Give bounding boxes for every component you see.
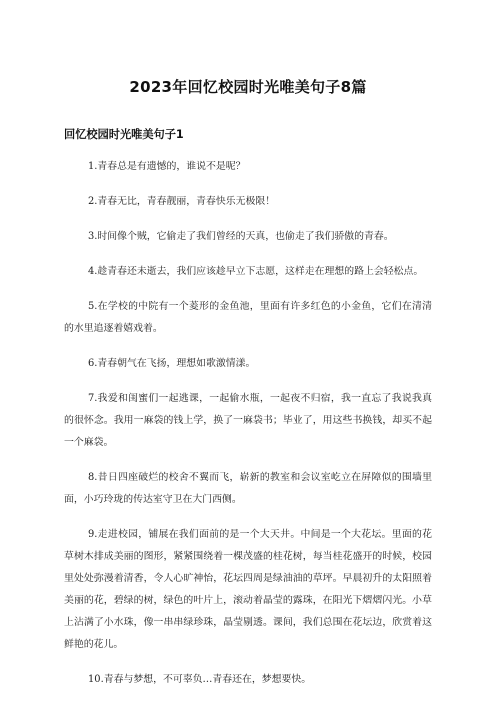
paragraph-5: 5.在学校的中院有一个菱形的金鱼池，里面有许多红色的小金鱼，它们在清清的水里追逐着嬉戏着。: [64, 301, 432, 334]
paragraph-2: 2.青春无比，青春靓丽，青春快乐无极限！: [88, 196, 276, 207]
document-title: 2023年回忆校园时光唯美句子8篇: [129, 78, 367, 96]
paragraph-6: 6.青春朝气在飞扬，理想如歌激情漾。: [88, 358, 256, 369]
section-heading: 回忆校园时光唯美句子1: [64, 128, 184, 141]
paragraph-3: 3.时间像个贼，它偷走了我们曾经的天真，也偷走了我们骄傲的青春。: [88, 231, 394, 242]
paragraph-4: 4.趁青春还未逝去，我们应该趁早立下志愿，这样走在理想的路上会轻松点。: [88, 266, 424, 277]
document-body: [64, 156, 432, 704]
paragraph-10: 10.青春与梦想，不可辜负…青春还在，梦想要快。: [88, 674, 312, 685]
paragraph-7: 7.我爱和闺蜜们一起逃课，一起偷水瓶，一起夜不归宿，我一直忘了我说我真的很怀念。我用一麻袋的钱上学，换了一麻袋书；毕业了，用这些书换钱，却买不起一个麻袋。: [64, 393, 432, 448]
paragraph-1: 1.青春总是有遗憾的，谁说不是呢？: [88, 161, 246, 172]
paragraph-9: 9.走进校园，铺展在我们面前的是一个大天井。中间是一个大花坛。里面的花草树木排成美丽的图形，紧紧围绕着一棵茂盛的桂花树，每当桂花盛开的时候，校园里处处弥漫着清香，令人心旷神怡，花坛四周是绿油油的草坪。早晨初升的太阳照着美丽的花，碧绿的树，绿色的叶片上，滚动着晶莹的露珠，在阳光下熠熠闪光。小草上沾满了小水珠，像一串串绿珍珠，晶莹剔透。课间，我们总围在花坛边，欣赏着这鲜艳的花儿。: [64, 529, 432, 650]
paragraph-8: 8.昔日四座破烂的校舍不翼而飞，崭新的教室和会议室屹立在屏障似的围墙里面，小巧玲珑的传达室守卫在大门西侧。: [64, 472, 432, 505]
